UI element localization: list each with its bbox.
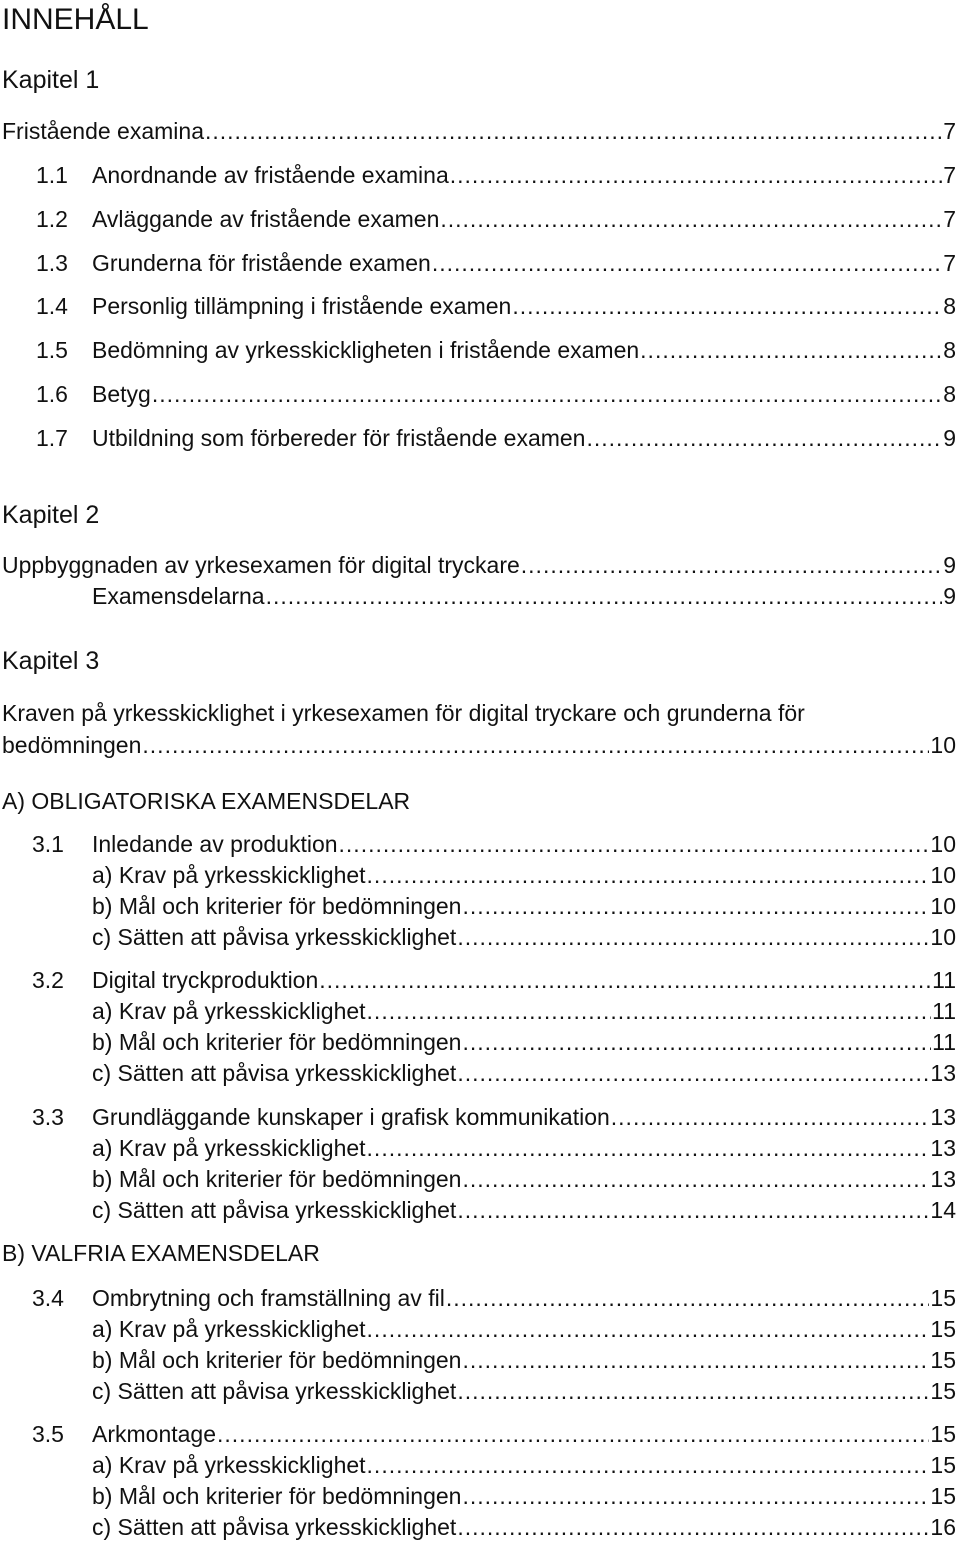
page-number: 9 (943, 583, 956, 609)
dot-leader (640, 335, 942, 365)
toc-entry-3-4-a[interactable]: a) Krav på yrkesskicklighet ..... 15 (92, 1314, 956, 1344)
toc-entry-3-5-b[interactable]: b) Mål och kriterier för bedömningen ..... 15 (92, 1481, 956, 1511)
toc-entry-3-1[interactable]: 3.1 Inledande av produktion ..... 10 (32, 829, 956, 859)
toc-entry-3-4[interactable]: 3.4 Ombrytning och framställning av fil ..... 15 (32, 1283, 956, 1313)
page-number: 15 (930, 1347, 956, 1373)
toc-entry-3-3[interactable]: 3.3 Grundläggande kunskaper i grafisk kommunikation ..... 13 (32, 1102, 956, 1132)
page-number: 11 (932, 967, 956, 993)
dot-leader (586, 423, 942, 453)
dot-leader (462, 1164, 929, 1194)
dot-leader (512, 291, 942, 321)
dot-leader (152, 379, 942, 409)
toc-entry-3-5[interactable]: 3.5 Arkmontage ..... 15 (32, 1419, 956, 1449)
toc-entry-1-3[interactable]: 1.3 Grunderna för fristående examen ..... 7 (36, 248, 956, 278)
dot-leader (205, 116, 942, 146)
page-number: 8 (943, 381, 956, 407)
toc-entry-3-2[interactable]: 3.2 Digital tryckproduktion ..... 11 (32, 965, 956, 995)
page-number: 15 (930, 1421, 956, 1447)
page-number: 11 (932, 998, 956, 1024)
dot-leader (367, 1133, 930, 1163)
dot-leader (319, 965, 931, 995)
page-number: 8 (943, 293, 956, 319)
page-number: 11 (932, 1029, 956, 1055)
dot-leader (462, 891, 929, 921)
toc-entry-kraven[interactable]: Kraven på yrkesskicklighet i yrkesexamen för digital tryckare och grunderna för bedömningen ..... 10 (2, 697, 956, 761)
dot-leader (457, 1512, 929, 1542)
page-number: 13 (930, 1166, 956, 1192)
page-number: 10 (930, 924, 956, 950)
dot-leader (217, 1419, 929, 1449)
toc-entry-1-4[interactable]: 1.4 Personlig tillämpning i fristående examen ..... 8 (36, 291, 956, 321)
page-number: 15 (930, 1285, 956, 1311)
dot-leader (440, 204, 942, 234)
dot-leader (462, 1345, 929, 1375)
toc-entry-1-2[interactable]: 1.2 Avläggande av fristående examen ..... 7 (36, 204, 956, 234)
toc-entry-3-2-a[interactable]: a) Krav på yrkesskicklighet ..... 11 (92, 996, 956, 1026)
toc-entry-3-3-b[interactable]: b) Mål och kriterier för bedömningen ..... 13 (92, 1164, 956, 1194)
page-number: 16 (930, 1514, 956, 1540)
dot-leader (457, 1376, 929, 1406)
page-number: 14 (930, 1197, 956, 1223)
chapter-2-heading: Kapitel 2 (2, 501, 100, 529)
section-b-heading: B) VALFRIA EXAMENSDELAR (2, 1240, 320, 1266)
dot-leader (611, 1102, 930, 1132)
page-number: 10 (930, 831, 956, 857)
dot-leader (432, 248, 942, 278)
dot-leader (367, 860, 930, 890)
dot-leader (521, 550, 942, 580)
dot-leader (450, 160, 942, 190)
page-number: 7 (943, 162, 956, 188)
page-number: 15 (930, 1452, 956, 1478)
toc-entry-fristaende-examina[interactable]: Fristående examina ..... 7 (2, 116, 956, 146)
page-title: INNEHÅLL (2, 3, 149, 36)
toc-entry-3-5-c[interactable]: c) Sätten att påvisa yrkesskicklighet ..... 16 (92, 1512, 956, 1542)
toc-entry-1-7[interactable]: 1.7 Utbildning som förbereder för fristående examen ..... 9 (36, 423, 956, 453)
dot-leader (142, 729, 929, 761)
chapter-3-heading: Kapitel 3 (2, 647, 100, 675)
dot-leader (446, 1283, 930, 1313)
toc-entry-3-3-a[interactable]: a) Krav på yrkesskicklighet ..... 13 (92, 1133, 956, 1163)
dot-leader (367, 1314, 930, 1344)
toc-entry-3-4-b[interactable]: b) Mål och kriterier för bedömningen ..... 15 (92, 1345, 956, 1375)
page-number: 15 (930, 1483, 956, 1509)
toc-entry-3-1-c[interactable]: c) Sätten att påvisa yrkesskicklighet ..... 10 (92, 922, 956, 952)
toc-entry-1-6[interactable]: 1.6 Betyg ..... 8 (36, 379, 956, 409)
page-number: 13 (930, 1104, 956, 1130)
page-number: 10 (930, 862, 956, 888)
page-number: 15 (930, 1378, 956, 1404)
dot-leader (457, 1195, 929, 1225)
toc-entry-3-1-a[interactable]: a) Krav på yrkesskicklighet ..... 10 (92, 860, 956, 890)
dot-leader (367, 1450, 930, 1480)
page-number: 9 (943, 552, 956, 578)
toc-entry-3-2-b[interactable]: b) Mål och kriterier för bedömningen ..... 11 (92, 1027, 956, 1057)
dot-leader (462, 1481, 929, 1511)
chapter-1-heading: Kapitel 1 (2, 66, 100, 94)
toc-entry-3-3-c[interactable]: c) Sätten att påvisa yrkesskicklighet ..... 14 (92, 1195, 956, 1225)
page-number: 13 (930, 1060, 956, 1086)
page-number: 9 (943, 425, 956, 451)
dot-leader (457, 1058, 929, 1088)
toc-entry-3-4-c[interactable]: c) Sätten att påvisa yrkesskicklighet ..... 15 (92, 1376, 956, 1406)
dot-leader (457, 922, 929, 952)
page-number: 15 (930, 1316, 956, 1342)
toc-entry-examensdelarna[interactable]: Examensdelarna ..... 9 (92, 581, 956, 611)
page-number: 7 (943, 206, 956, 232)
toc-entry-1-1[interactable]: 1.1 Anordnande av fristående examina ..... 7 (36, 160, 956, 190)
page-number: 7 (943, 250, 956, 276)
toc-entry-3-5-a[interactable]: a) Krav på yrkesskicklighet ..... 15 (92, 1450, 956, 1480)
toc-entry-1-5[interactable]: 1.5 Bedömning av yrkesskickligheten i fristående examen ..... 8 (36, 335, 956, 365)
section-a-heading: A) OBLIGATORISKA EXAMENSDELAR (2, 788, 411, 814)
toc-entry-uppbyggnaden[interactable]: Uppbyggnaden av yrkesexamen för digital tryckare ..... 9 (2, 550, 956, 580)
dot-leader (367, 996, 932, 1026)
page-number: 13 (930, 1135, 956, 1161)
page-number: 7 (943, 118, 956, 144)
dot-leader (462, 1027, 931, 1057)
toc-entry-3-1-b[interactable]: b) Mål och kriterier för bedömningen ..... 10 (92, 891, 956, 921)
page-number: 8 (943, 337, 956, 363)
dot-leader (266, 581, 943, 611)
page-number: 10 (930, 893, 956, 919)
toc-entry-3-2-c[interactable]: c) Sätten att påvisa yrkesskicklighet ..... 13 (92, 1058, 956, 1088)
dot-leader (339, 829, 930, 859)
page-number: 10 (930, 732, 956, 758)
